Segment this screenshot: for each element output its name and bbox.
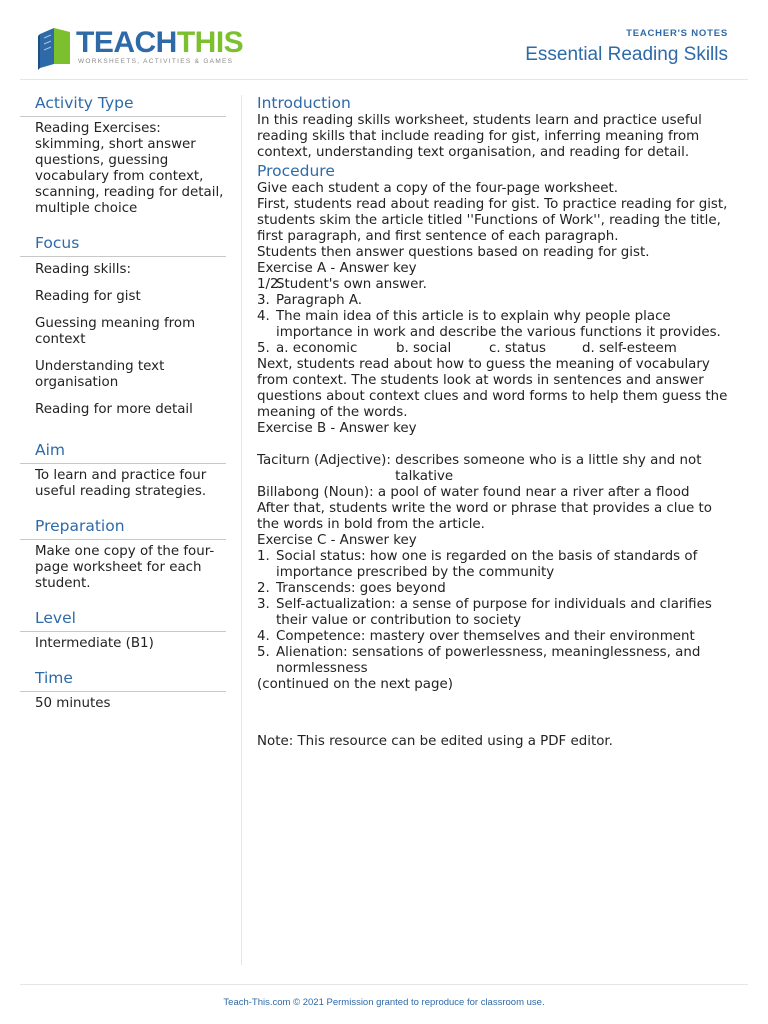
level-text: Intermediate (B1) xyxy=(35,636,154,651)
answer-choice: b. social xyxy=(396,341,452,356)
procedure-paragraph: Next, students read about how to guess the meaning of vocabulary from context. The students look at words in sentences and answer questions about context clues and word forms to help them guess the meaning of the words. xyxy=(257,357,728,420)
procedure-paragraph: Give each student a copy of the four-page worksheet. xyxy=(257,181,619,196)
header-divider xyxy=(20,79,748,80)
activity-type-heading: Activity Type xyxy=(20,93,226,117)
answer-choice: a. economic xyxy=(276,341,358,356)
teachers-notes-label: TEACHER'S NOTES xyxy=(626,28,728,39)
procedure-paragraph: After that, students write the word or phrase that provides a clue to the words in bold from the article. xyxy=(257,501,712,532)
list-item: 5. Alienation: sensations of powerlessness, meaninglessness, and normlessness xyxy=(257,645,701,676)
exercise-a-answers xyxy=(257,277,737,357)
list-item: 2. Transcends: goes beyond xyxy=(257,581,446,596)
list-item: 1. Social status: how one is regarded on the basis of standards of importance prescribed by the community xyxy=(257,549,698,580)
answer-choice: c. status xyxy=(489,341,547,356)
activity-type-section xyxy=(20,93,226,217)
introduction-text: In this reading skills worksheet, students learn and practice useful reading skills that include reading for gist, inferring meaning from context, understanding text organisation, and reading for detail. xyxy=(257,113,702,160)
focus-list xyxy=(20,257,226,424)
preparation-heading: Preparation xyxy=(20,516,226,540)
level-heading: Level xyxy=(20,608,226,632)
preparation-text: Make one copy of the four-page worksheet for each student. xyxy=(35,544,215,591)
exercise-b-title: Exercise B - Answer key xyxy=(257,421,417,436)
aim-text: To learn and practice four useful reading strategies. xyxy=(35,468,207,499)
page-header xyxy=(0,0,768,78)
book-icon xyxy=(36,24,76,70)
focus-item: Guessing meaning from context xyxy=(35,316,196,347)
answer-choices xyxy=(276,341,737,357)
list-item: 1/2. Student's own answer. xyxy=(257,277,427,292)
definition-item: Taciturn (Adjective): describes someone who is a little shy and not talkative xyxy=(257,453,702,484)
procedure-paragraph: First, students read about reading for gist. To practice reading for gist, students skim the article titled ''Functions of Work'', reading the title, first paragraph, and first sentence of each paragraph. xyxy=(257,197,728,244)
logo-tagline: WORKSHEETS, ACTIVITIES & GAMES xyxy=(78,58,234,65)
preparation-section xyxy=(20,516,226,592)
teach-this-logo[interactable] xyxy=(36,24,244,70)
list-item: 5. a. economic b. social c. status d. self-esteem xyxy=(257,341,737,357)
exercise-c-title: Exercise C - Answer key xyxy=(257,533,417,548)
exercise-a-title: Exercise A - Answer key xyxy=(257,261,417,276)
footer-copyright: Teach-This.com © 2021 Permission granted to reproduce for classroom use. xyxy=(223,997,545,1008)
pdf-editor-note: Note: This resource can be edited using a PDF editor. xyxy=(257,734,613,749)
focus-item: Reading skills: xyxy=(35,262,131,277)
list-item: 4. The main idea of this article is to explain why people place importance in work and describe the various functions it provides. xyxy=(257,309,721,340)
page-title: Essential Reading Skills xyxy=(525,44,728,65)
aim-heading: Aim xyxy=(20,440,226,464)
answer-choice: d. self-esteem xyxy=(582,341,677,356)
activity-type-text: Reading Exercises: skimming, short answer questions, guessing vocabulary from context, scanning, reading for detail, multiple choice xyxy=(35,121,224,216)
definition-item: Billabong (Noun): a pool of water found near a river after a flood xyxy=(257,485,690,500)
logo-wordmark: TEACHTHIS xyxy=(76,26,244,59)
aim-section xyxy=(20,440,226,500)
focus-item: Reading for gist xyxy=(35,289,141,304)
continued-note: (continued on the next page) xyxy=(257,677,453,692)
time-text: 50 minutes xyxy=(35,696,111,711)
focus-item: Reading for more detail xyxy=(35,402,193,417)
level-section xyxy=(20,608,226,652)
footer-divider xyxy=(20,984,748,985)
exercise-c-answers xyxy=(257,549,737,677)
focus-heading: Focus xyxy=(20,233,226,257)
column-divider xyxy=(241,95,242,965)
procedure-heading: Procedure xyxy=(257,162,335,180)
sidebar xyxy=(20,93,226,728)
time-heading: Time xyxy=(20,668,226,692)
focus-item: Understanding text organisation xyxy=(35,359,165,390)
main-content xyxy=(257,93,737,750)
time-section xyxy=(20,668,226,712)
list-item: 3. Self-actualization: a sense of purpose for individuals and clarifies their value or contribution to society xyxy=(257,597,712,628)
list-item: 4. Competence: mastery over themselves and their environment xyxy=(257,629,695,644)
introduction-heading: Introduction xyxy=(257,94,351,112)
focus-section xyxy=(20,233,226,424)
list-item: 3. Paragraph A. xyxy=(257,293,363,308)
exercise-b-answers xyxy=(257,453,737,501)
procedure-paragraph: Students then answer questions based on reading for gist. xyxy=(257,245,650,260)
